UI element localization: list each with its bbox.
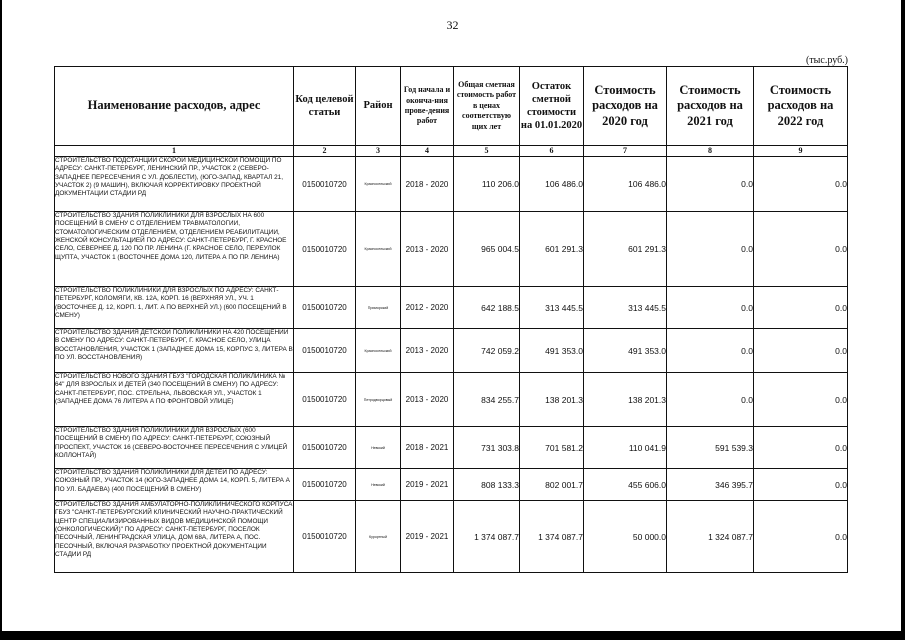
scan-edge-left xyxy=(0,0,2,640)
remaining-cost: 106 486.0 xyxy=(520,157,584,212)
expense-name: СТРОИТЕЛЬСТВО ЗДАНИЯ ПОЛИКЛИНИКИ ДЛЯ ВЗРОСЛЫХ (600 ПОСЕЩЕНИЙ В СМЕНУ) ПО АДРЕСУ: САНКТ-ПЕТЕРБУРГ, СОЮЗНЫЙ ПРОСПЕКТ, УЧАСТОК 16 (СЕВЕРО-ВОСТОЧНЕЕ ПЕРЕСЕЧЕНИЯ С УЛИЦЕЙ КОЛЛОНТАЙ) xyxy=(55,427,294,469)
target-code: 0150010720 xyxy=(294,329,356,373)
total-cost: 808 133.3 xyxy=(454,469,520,501)
target-code: 0150010720 xyxy=(294,373,356,427)
expense-name: СТРОИТЕЛЬСТВО ЗДАНИЯ ПОЛИКЛИНИКИ ДЛЯ ВЗРОСЛЫХ НА 600 ПОСЕЩЕНИЙ В СМЕНУ С ОТДЕЛЕНИЕМ ТРАВМАТОЛОГИИ, СТОМАТОЛОГИЧЕСКИМ ОТДЕЛЕНИЕМ, ОТДЕЛЕНИЕМ РЕАБИЛИТАЦИИ, ЖЕНСКОЙ КОНСУЛЬТАЦИЕЙ ПО АДРЕСУ: САНКТ-ПЕТЕРБУРГ, Г. КРАСНОЕ СЕЛО, СЕВЕРНЕЕ Д. 120 ПО ПР. ЛЕНИНА (Г. КРАСНОЕ СЕЛО, ПЕРЕУЛОК ЩУПТА, УЧАСТОК 1 (ВОСТОЧНЕЕ ДОМА 120, ЛИТЕРА А ПО ПР. ЛЕНИНА) xyxy=(55,212,294,287)
expense-name: СТРОИТЕЛЬСТВО ЗДАНИЯ АМБУЛАТОРНО-ПОЛИКЛИНИЧЕСКОГО КОРПУСА ГБУЗ "САНКТ-ПЕТЕРБУРГСКИЙ КЛИНИЧЕСКИЙ НАУЧНО-ПРАКТИЧЕСКИЙ ЦЕНТР СПЕЦИАЛИЗИРОВАННЫХ ВИДОВ МЕДИЦИНСКОЙ ПОМОЩИ (ОНКОЛОГИЧЕСКИЙ)" ПО АДРЕСУ: САНКТ-ПЕТЕРБУРГ, ПОСЕЛОК ПЕСОЧНЫЙ, ЛЕНИНГРАДСКАЯ УЛИЦА, ДОМ 68А, ЛИТЕРА А, ПОС. ПЕСОЧНЫЙ, ВКЛЮЧАЯ РАЗРАБОТКУ ПРОЕКТНОЙ ДОКУМЕНТАЦИИ СТАДИИ РД xyxy=(55,501,294,573)
page-number: 32 xyxy=(446,18,459,32)
column-number: 6 xyxy=(520,146,584,157)
column-number-row xyxy=(55,146,848,157)
remaining-cost: 1 374 087.7 xyxy=(520,501,584,573)
cost-2021: 0.0 xyxy=(667,287,754,329)
expense-name: СТРОИТЕЛЬСТВО ЗДАНИЯ ПОЛИКЛИНИКИ ДЛЯ ДЕТЕЙ ПО АДРЕСУ: СОЮЗНЫЙ ПР., УЧАСТОК 14 (ЮГО-ЗАПАДНЕЕ ДОМА 14, КОРП. 5, ЛИТЕРА А ПО УЛ. БАДАЕВА) (400 ПОСЕЩЕНИЙ В СМЕНУ) xyxy=(55,469,294,501)
total-cost: 731 303.8 xyxy=(454,427,520,469)
cost-2020: 601 291.3 xyxy=(584,212,667,287)
header-remainder: Остаток сметной стоимости на 01.01.2020 xyxy=(520,67,584,146)
header-row xyxy=(55,67,848,146)
header-district: Район xyxy=(356,67,401,146)
remaining-cost: 138 201.3 xyxy=(520,373,584,427)
expense-name: СТРОИТЕЛЬСТВО ПОЛИКЛИНИКИ ДЛЯ ВЗРОСЛЫХ ПО АДРЕСУ: САНКТ-ПЕТЕРБУРГ, КОЛОМЯГИ, КВ. 12А, КОРП. 16 (ВЕРХНЯЯ УЛ., УЧ. 1 (ВОСТОЧНЕЕ Д. 12, КОРП. 1, ЛИТ. А ПО ВЕРХНЕЙ УЛ.) (600 ПОСЕЩЕНИЙ В СМЕНУ) xyxy=(55,287,294,329)
work-years: 2019 - 2021 xyxy=(401,501,454,573)
table-row xyxy=(55,212,848,287)
table-row xyxy=(55,287,848,329)
target-code: 0150010720 xyxy=(294,501,356,573)
work-years: 2018 - 2020 xyxy=(401,157,454,212)
work-years: 2013 - 2020 xyxy=(401,212,454,287)
work-years: 2013 - 2020 xyxy=(401,329,454,373)
cost-2021: 0.0 xyxy=(667,212,754,287)
table-row xyxy=(55,427,848,469)
cost-2022: 0.0 xyxy=(754,501,848,573)
scan-edge-right xyxy=(901,0,905,640)
column-number: 9 xyxy=(754,146,848,157)
budget-table xyxy=(54,66,848,573)
cost-2021: 591 539.3 xyxy=(667,427,754,469)
cost-2021: 0.0 xyxy=(667,373,754,427)
column-number: 4 xyxy=(401,146,454,157)
remaining-cost: 491 353.0 xyxy=(520,329,584,373)
header-cost-2021: Стоимость расходов на 2021 год xyxy=(667,67,754,146)
work-years: 2013 - 2020 xyxy=(401,373,454,427)
cost-2021: 0.0 xyxy=(667,157,754,212)
work-years: 2019 - 2021 xyxy=(401,469,454,501)
total-cost: 1 374 087.7 xyxy=(454,501,520,573)
cost-2021: 1 324 087.7 xyxy=(667,501,754,573)
cost-2020: 491 353.0 xyxy=(584,329,667,373)
district: Невский xyxy=(356,469,401,501)
expense-name: СТРОИТЕЛЬСТВО ПОДСТАНЦИИ СКОРОЙ МЕДИЦИНСКОЙ ПОМОЩИ ПО АДРЕСУ: САНКТ-ПЕТЕРБУРГ, ЛЕНИНСКИЙ ПР., УЧАСТОК 2 (СЕВЕРО-ЗАПАДНЕЕ ПЕРЕСЕЧЕНИЯ С УЛ. ДОБЛЕСТИ), (ЮГО-ЗАПАД, КВАРТАЛ 21, УЧАСТОК 2) (9 МАШИН), ВКЛЮЧАЯ КОРРЕКТИРОВКУ ПРОЕКТНОЙ ДОКУМЕНТАЦИИ СТАДИИ РД xyxy=(55,157,294,212)
remaining-cost: 601 291.3 xyxy=(520,212,584,287)
cost-2022: 0.0 xyxy=(754,287,848,329)
column-number: 5 xyxy=(454,146,520,157)
cost-2020: 106 486.0 xyxy=(584,157,667,212)
expense-name: СТРОИТЕЛЬСТВО ЗДАНИЯ ДЕТСКОЙ ПОЛИКЛИНИКИ НА 420 ПОСЕЩЕНИЙ В СМЕНУ ПО АДРЕСУ: САНКТ-ПЕТЕРБУРГ, Г. КРАСНОЕ СЕЛО, УЛИЦА ВОССТАНОВЛЕНИЯ, УЧАСТОК 1 (ЗАПАДНЕЕ ДОМА 15, КОРПУС 3, ЛИТЕРА В ПО УЛ. ВОССТАНОВЛЕНИЯ) xyxy=(55,329,294,373)
work-years: 2018 - 2021 xyxy=(401,427,454,469)
target-code: 0150010720 xyxy=(294,427,356,469)
expense-name: СТРОИТЕЛЬСТВО НОВОГО ЗДАНИЯ ГБУЗ "ГОРОДСКАЯ ПОЛИКЛИНИКА № 64" ДЛЯ ВЗРОСЛЫХ И ДЕТЕЙ (340 ПОСЕЩЕНИЙ В СМЕНУ) ПО АДРЕСУ: САНКТ-ПЕТЕРБУРГ, ПОС. СТРЕЛЬНА, ЛЬВОВСКАЯ УЛ., УЧАСТОК 1 (ЗАПАДНЕЕ ДОМА 76 ЛИТЕРА А ПО ФРОНТОВОЙ УЛИЦЕ) xyxy=(55,373,294,427)
cost-2021: 346 395.7 xyxy=(667,469,754,501)
scan-edge-bottom xyxy=(0,631,905,640)
cost-2021: 0.0 xyxy=(667,329,754,373)
header-total: Общая сметная стоимость работ в ценах соответствую щих лет xyxy=(454,67,520,146)
column-number: 1 xyxy=(55,146,294,157)
cost-2020: 455 606.0 xyxy=(584,469,667,501)
cost-2022: 0.0 xyxy=(754,427,848,469)
district: Невский xyxy=(356,427,401,469)
target-code: 0150010720 xyxy=(294,287,356,329)
table-row xyxy=(55,157,848,212)
table-row xyxy=(55,329,848,373)
cost-2022: 0.0 xyxy=(754,373,848,427)
target-code: 0150010720 xyxy=(294,212,356,287)
remaining-cost: 802 001.7 xyxy=(520,469,584,501)
table-row xyxy=(55,373,848,427)
total-cost: 965 004.5 xyxy=(454,212,520,287)
total-cost: 642 188.5 xyxy=(454,287,520,329)
district: Петродворцовый xyxy=(356,373,401,427)
header-cost-2020: Стоимость расходов на 2020 год xyxy=(584,67,667,146)
district: Курортный xyxy=(356,501,401,573)
cost-2022: 0.0 xyxy=(754,157,848,212)
units-label: (тыс.руб.) xyxy=(805,55,848,66)
district: Красносельский xyxy=(356,329,401,373)
column-number: 8 xyxy=(667,146,754,157)
cost-2020: 313 445.5 xyxy=(584,287,667,329)
header-cost-2022: Стоимость расходов на 2022 год xyxy=(754,67,848,146)
district: Приморский xyxy=(356,287,401,329)
cost-2020: 138 201.3 xyxy=(584,373,667,427)
column-number: 7 xyxy=(584,146,667,157)
work-years: 2012 - 2020 xyxy=(401,287,454,329)
district: Красносельский xyxy=(356,157,401,212)
header-code: Код целевой статьи xyxy=(294,67,356,146)
remaining-cost: 313 445.5 xyxy=(520,287,584,329)
table-row xyxy=(55,501,848,573)
target-code: 0150010720 xyxy=(294,157,356,212)
cost-2022: 0.0 xyxy=(754,212,848,287)
header-years: Год начала и оконча-ния прове-дения работ xyxy=(401,67,454,146)
cost-2022: 0.0 xyxy=(754,469,848,501)
district: Красносельский xyxy=(356,212,401,287)
cost-2020: 110 041.9 xyxy=(584,427,667,469)
total-cost: 110 206.0 xyxy=(454,157,520,212)
column-number: 2 xyxy=(294,146,356,157)
column-number: 3 xyxy=(356,146,401,157)
cost-2022: 0.0 xyxy=(754,329,848,373)
total-cost: 834 255.7 xyxy=(454,373,520,427)
table-row xyxy=(55,469,848,501)
target-code: 0150010720 xyxy=(294,469,356,501)
total-cost: 742 059.2 xyxy=(454,329,520,373)
cost-2020: 50 000.0 xyxy=(584,501,667,573)
remaining-cost: 701 581.2 xyxy=(520,427,584,469)
header-name: Наименование расходов, адрес xyxy=(55,67,294,146)
